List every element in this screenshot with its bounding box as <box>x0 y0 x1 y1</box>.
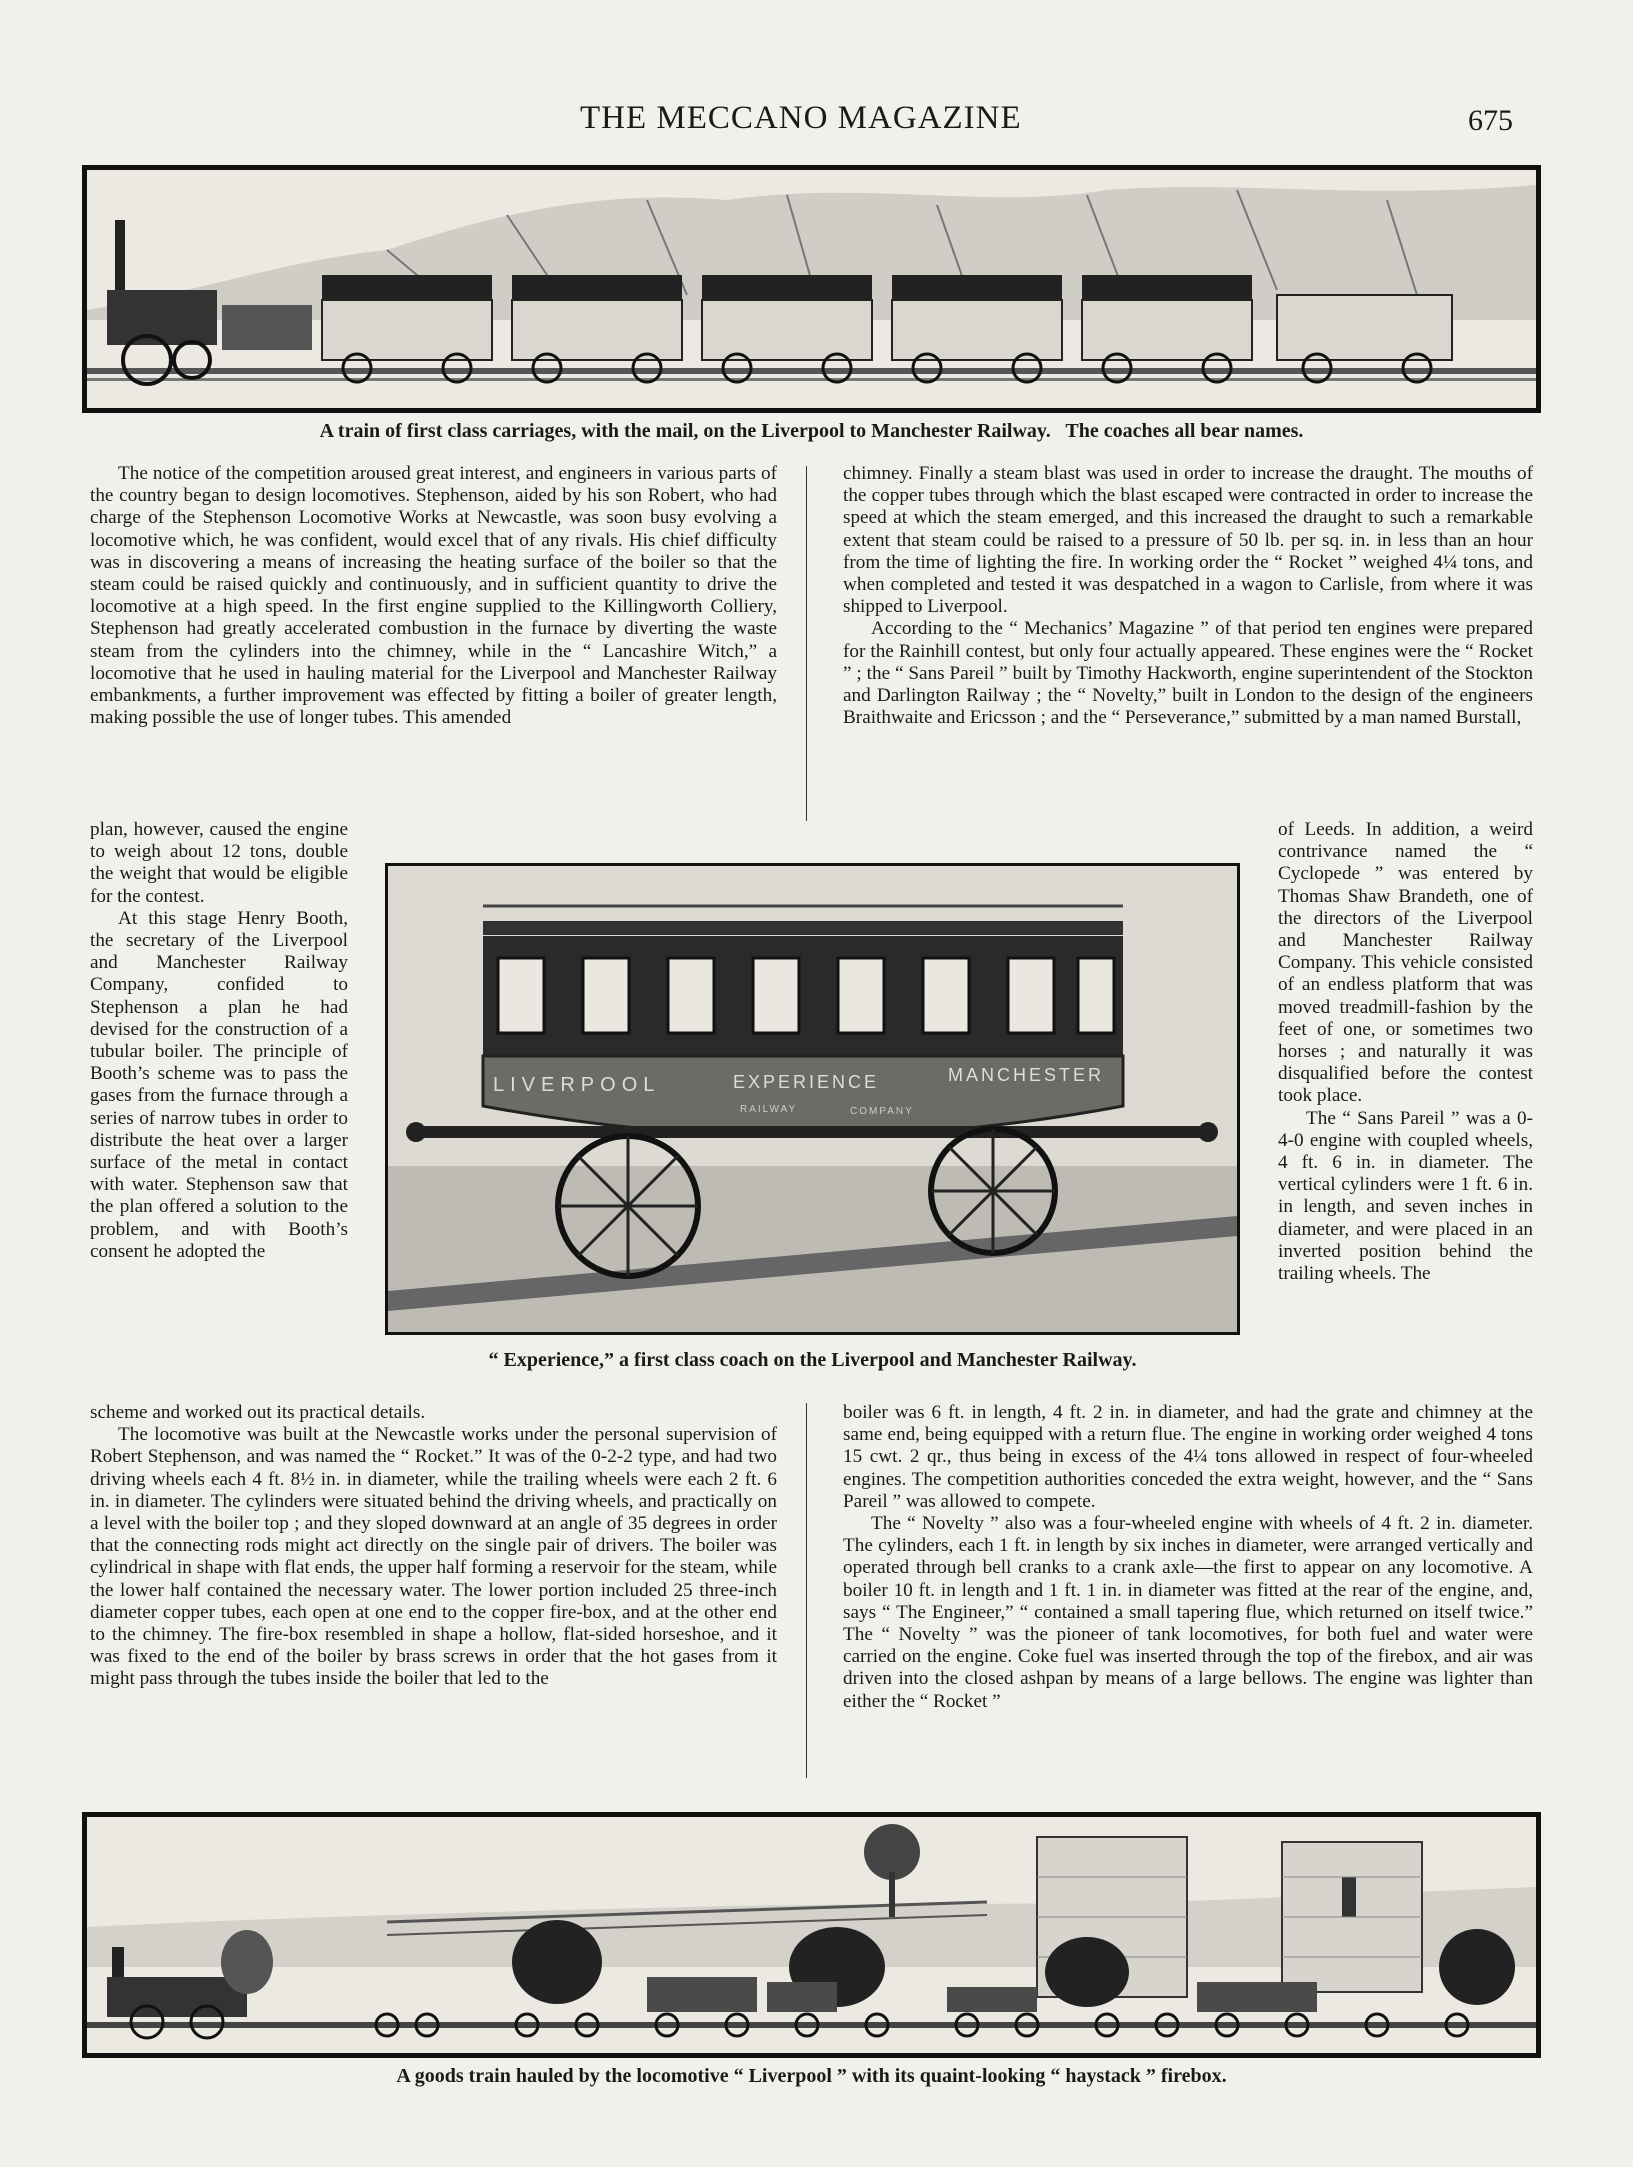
top-figure-image <box>82 165 1541 413</box>
left-column-top-text <box>90 463 777 729</box>
right-column-top-text <box>843 463 1533 729</box>
right-column-bottom-text <box>843 1402 1533 1713</box>
train-carriages-illustration <box>87 170 1536 408</box>
left-column-narrow-text <box>90 819 348 1263</box>
middle-figure-caption: “ Experience,” a first class coach on the Liverpool and Manchester Railway. <box>488 1349 1137 1371</box>
column-divider <box>806 466 807 821</box>
coach-lettering-manchester: MANCHESTER <box>948 1065 1105 1085</box>
paragraph: of Leeds. In addition, a weird contrivance named the “ Cyclopede ” was entered by Thomas Shaw Brandeth, one of the directors of the Liverpool and Manchester Railway Company. This vehicle consisted of an endless platform that was moved treadmill-fashion by the feet of one, or sometimes two horses ; and naturally it was disqualified before the contest took place. <box>1278 819 1533 1107</box>
paragraph: At this stage Henry Booth, the secretary of the Liverpool and Manchester Railway Company, confided to Stephenson a plan he had devised for the construction of a tubular boiler. The principle of Booth’s scheme was to pass the gases from the furnace through a series of narrow tubes in order to distribute the heat over a larger surface of the metal in contact with water. Stephenson saw that the plan offered a solution to the problem, and with Booth’s consent he adopted the <box>90 907 348 1262</box>
bottom-figure-caption: A goods train hauled by the locomotive “ Liverpool ” with its quaint-looking “ haystack ” firebox. <box>396 2065 1227 2087</box>
page-header-title: THE MECCANO MAGAZINE <box>580 100 1022 136</box>
paragraph: chimney. Finally a steam blast was used in order to increase the draught. The mouths of the copper tubes through which the blast escaped were contracted in order to increase the speed at which the steam emerged, and this increased the draught to such a remarkable extent that steam could be raised to a pressure of 50 lb. per sq. in. in less than an hour from the time of lighting the fire. In working order the “ Rocket ” weighed 4¼ tons, and when completed and tested it was despatched in a wagon to Carlisle, from where it was shipped to Liverpool. <box>843 463 1533 618</box>
paragraph: boiler was 6 ft. in length, 4 ft. 2 in. in diameter, and had the grate and chimney at the same end, being equipped with a return flue. The engine in working order weighed 4 tons 15 cwt. 2 qr., thus being in excess of the 4¼ tons allowed in respect of four-wheeled engines. The competition authorities conceded the extra weight, however, and the “ Sans Pareil ” was allowed to compete. <box>843 1402 1533 1512</box>
left-column-bottom-text <box>90 1402 777 1691</box>
right-column-narrow-text <box>1278 819 1533 1285</box>
bottom-figure-image <box>82 1812 1541 2058</box>
coach-lettering-liverpool: LIVERPOOL <box>493 1074 661 1096</box>
coach-lettering-company: COMPANY <box>850 1106 914 1117</box>
page-number: 675 <box>1468 104 1513 137</box>
paragraph: scheme and worked out its practical details. <box>90 1402 426 1423</box>
paragraph: The “ Sans Pareil ” was a 0-4-0 engine with coupled wheels, 4 ft. 6 in. in diameter. The vertical cylinders were 1 ft. 6 in. in length, and seven inches in diameter, and were placed in an inverted position behind the trailing wheels. The <box>1278 1107 1533 1285</box>
paragraph: The “ Novelty ” also was a four-wheeled engine with wheels of 4 ft. 2 in. diameter. The cylinders, each 1 ft. in length by six inches in diameter, were arranged vertically and operated through bell cranks to a crank axle—the first to appear on any locomotive. A boiler 10 ft. in length and 1 ft. 1 in. in diameter was fitted at the rear of the engine, and, says “ The Engineer,” “ contained a small tapering flue, which returned on itself twice.” The “ Novelty ” was the pioneer of tank locomotives, for both fuel and water were carried on the engine. Coke fuel was inserted through the top of the firebox, and air was driven into the closed ashpan by means of a large bellows. The engine was lighter than either the “ Rocket ” <box>843 1513 1533 1712</box>
paragraph: The notice of the competition aroused great interest, and engineers in various parts of the country began to design locomotives. Stephenson, aided by his son Robert, who had charge of the Stephenson Locomotive Works at Newcastle, was soon busy evolving a locomotive which, he was confident, would excel that of any rivals. His chief difficulty was in discovering a means of increasing the heating surface of the boiler so that the steam could be raised quickly and continuously, and in sufficient quantity to drive the locomotive at a high speed. In the first engine supplied to the Killingworth Colliery, Stephenson had greatly accelerated combustion in the furnace by diverting the waste steam from the cylinders into the chimney, while in the “ Lancashire Witch,” a locomotive that he used in hauling material for the Liverpool and Manchester Railway embankments, a further improvement was effected by fitting a boiler of greater length, making possible the use of longer tubes. This amended <box>90 463 777 729</box>
coach-lettering-experience: EXPERIENCE <box>733 1072 880 1092</box>
column-divider <box>806 1403 807 1778</box>
middle-figure-image <box>385 863 1240 1335</box>
paragraph: The locomotive was built at the Newcastle works under the personal supervision of Robert Stephenson, and was named the “ Rocket.” It was of the 0-2-2 type, and had two driving wheels each 4 ft. 8½ in. in diameter, while the trailing wheels were each 2 ft. 6 in. in diameter. The cylinders were situated behind the driving wheels, and practically on a level with the boiler top ; and they sloped downward at an angle of 35 degrees in order that the connecting rods might act directly on the single pair of drivers. The boiler was cylindrical in shape with flat ends, the upper half forming a reservoir for the steam, while the lower half contained the necessary water. The lower portion included 25 three-inch diameter copper tubes, each open at one end to the copper fire-box, and at the other end to the chimney. The fire-box resembled in shape a hollow, flat-sided horseshoe, and it was fixed to the end of the boiler by brass screws in order that the hot gases from it might pass through the tubes inside the boiler that led to the <box>90 1424 777 1690</box>
paragraph: According to the “ Mechanics’ Magazine ” of that period ten engines were prepared for the Rainhill contest, but only four actually appeared. These engines were the “ Rocket ” ; the “ Sans Pareil ” built by Timothy Hackworth, engine superintendent of the Stockton and Darlington Railway ; the “ Novelty,” built in London to the design of the engineers Braithwaite and Ericsson ; and the “ Perseverance,” submitted by a man named Burstall, <box>843 618 1533 729</box>
top-figure-caption: A train of first class carriages, with the mail, on the Liverpool to Manchester Railway. The coaches all bear names. <box>319 420 1304 442</box>
paragraph: plan, however, caused the engine to weigh about 12 tons, double the weight that would be eligible for the contest. <box>90 819 348 907</box>
coach-lettering-railway: RAILWAY <box>740 1104 798 1115</box>
goods-train-illustration <box>87 1817 1536 2053</box>
experience-coach-photo <box>388 866 1237 1332</box>
